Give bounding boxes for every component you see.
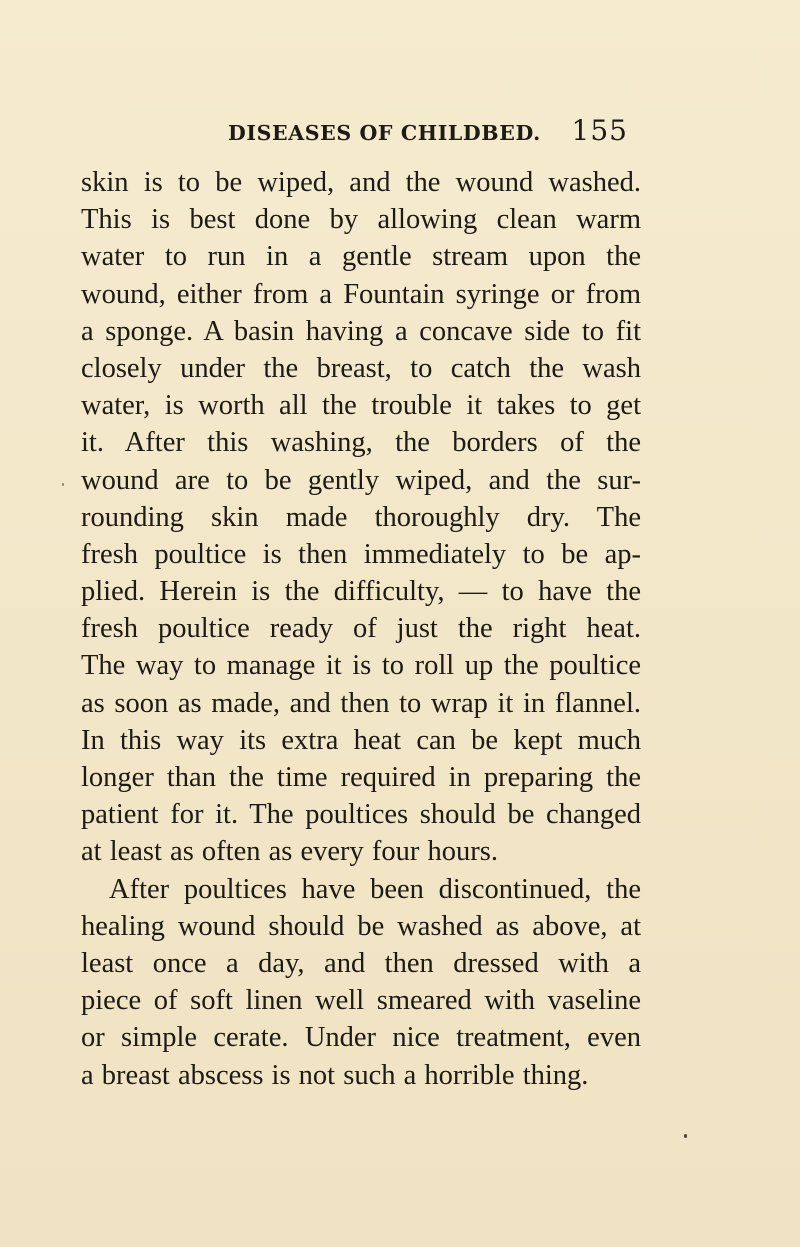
text-line: a sponge. A basin having a concave side to fit: [81, 315, 641, 347]
text-line: as soon as made, and then to wrap it in flannel.: [81, 687, 641, 719]
text-line: wound, either from a Fountain syringe or from: [81, 278, 641, 310]
text-line: it. After this washing, the borders of the: [81, 427, 641, 459]
text-line: water to run in a gentle stream upon the: [81, 241, 641, 273]
text-line: fresh poultice is then immediately to be ap-: [81, 538, 641, 570]
text-line: longer than the time required in preparing the: [81, 762, 641, 793]
body-text: [81, 164, 641, 1094]
running-head: DISEASES OF CHILDBED.: [228, 121, 541, 145]
text-line: at least as often as every four hours.: [81, 836, 498, 868]
text-line: a breast abscess is not such a horrible thing.: [81, 1059, 589, 1091]
ink-speck: [62, 483, 64, 486]
text-line: water, is worth all the trouble it takes to get: [81, 390, 641, 422]
ink-speck: [684, 1134, 687, 1138]
text-line: The way to manage it is to roll up the poultice: [81, 650, 641, 682]
text-line: fresh poultice ready of just the right heat.: [81, 613, 641, 645]
text-line: plied. Herein is the difficulty, — to have the: [81, 576, 641, 608]
text-line: piece of soft linen well smeared with vaseline: [81, 985, 641, 1017]
text-line: wound are to be gently wiped, and the sur-: [81, 464, 641, 496]
text-line: or simple cerate. Under nice treatment, even: [81, 1022, 641, 1054]
text-line: This is best done by allowing clean warm: [81, 204, 641, 236]
text-line: patient for it. The poultices should be changed: [81, 799, 641, 831]
text-line: skin is to be wiped, and the wound washed.: [81, 167, 641, 198]
text-line: closely under the breast, to catch the wash: [81, 352, 641, 384]
page-header: [228, 114, 628, 151]
text-line: healing wound should be washed as above, at: [81, 910, 641, 942]
text-line: In this way its extra heat can be kept much: [81, 724, 641, 756]
text-line: least once a day, and then dressed with a: [81, 947, 641, 979]
text-line: After poultices have been discontinued, the: [109, 873, 641, 905]
page-number: 155: [571, 114, 628, 147]
text-line: rounding skin made thoroughly dry. The: [81, 501, 641, 533]
